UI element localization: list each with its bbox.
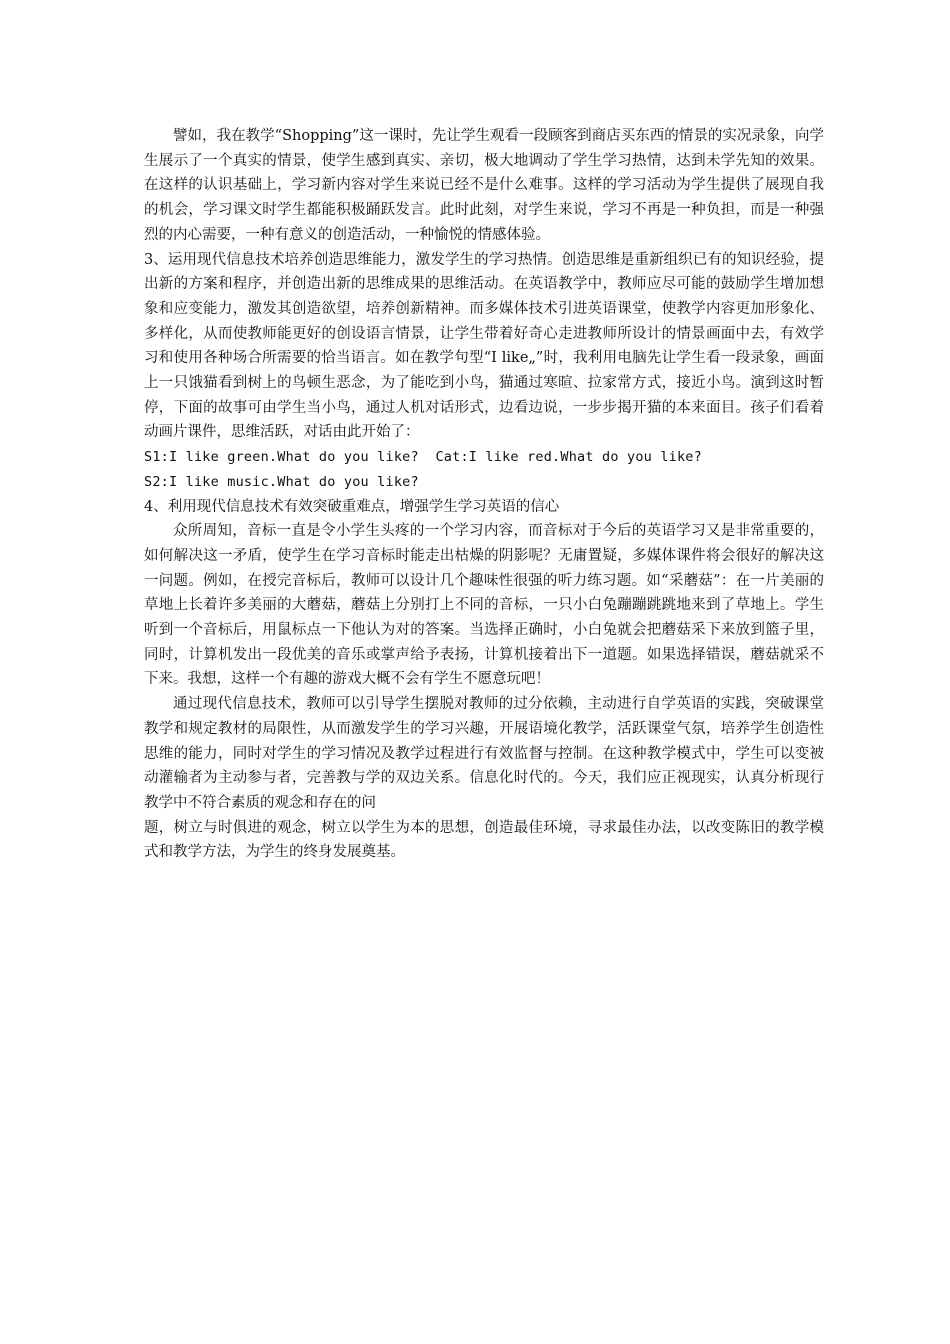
paragraph-shopping-example: 譬如，我在教学“Shopping”这一课时，先让学生观看一段顾客到商店买东西的情景的实况录象，向学生展示了一个真实的情景，使学生感到真实、亲切，极大地调动了学生学习热情，达到未学先知的效果。在这样的认识基础上，学习新内容对学生来说已经不是什么难事。这样的学习活动为学生提供了展现自我的机会，学习课文时学生都能积极踊跃发言。此时此刻，对学生来说，学习不再是一种负担，而是一种强烈的内心需要，一种有意义的创造活动，一种愉悦的情感体验。 bbox=[144, 128, 824, 243]
paragraph-conclusion: 通过现代信息技术，教师可以引导学生摆脱对教师的过分依赖，主动进行自学英语的实践，突破课堂教学和规定教材的局限性，从而激发学生的学习兴趣，开展语境化教学，活跃课堂气氛，培养学生创造性思维的能力，同时对学生的学习情况及教学过程进行有效监督与控制。在这种教学模式中，学生可以变被动灌输者为主动参与者，完善教与学的双边关系。信息化时代的。今天，我们应正视现实，认真分析现行教学中不符合素质的观念和存在的问 bbox=[144, 696, 824, 811]
paragraph-section-3: 3、运用现代信息技术培养创造思维能力，激发学生的学习热情。创造思维是重新组织已有的知识经验，提出新的方案和程序，并创造出新的思维成果的思维活动。在英语教学中，教师应尽可能的鼓励学生增加想象和应变能力，激发其创造欲望，培养创新精神。而多媒体技术引进英语课堂，使教学内容更加形象化、多样化，从而使教师能更好的创设语言情景，让学生带着好奇心走进教师所设计的情景画面中去，有效学习和使用各种场合所需要的恰当语言。如在教学句型“I like„”时，我利用电脑先让学生看一段录象，画面上一只饿猫看到树上的鸟顿生恶念，为了能吃到小鸟，猫通过寒暄、拉家常方式，接近小鸟。演到这时暂停，下面的故事可由学生当小鸟，通过人机对话形式，边看边说，一步步揭开猫的本来面目。孩子们看着动画片课件，思维活跃，对话由此开始了： bbox=[144, 251, 824, 441]
document-body bbox=[144, 124, 824, 865]
dialogue-line-2: S2:I like music.What do you like? bbox=[144, 473, 419, 490]
dialogue-line-1: S1:I like green.What do you like? Cat:I like red.What do you like? bbox=[144, 449, 702, 466]
paragraph-conclusion-continued: 题，树立与时俱进的观念，树立以学生为本的思想，创造最佳环境，寻求最佳办法，以改变陈旧的教学模式和教学方法，为学生的终身发展奠基。 bbox=[144, 819, 824, 861]
paragraph-phonetics: 众所周知，音标一直是令小学生头疼的一个学习内容，而音标对于今后的英语学习又是非常重要的，如何解决这一矛盾，使学生在学习音标时能走出枯燥的阴影呢？无庸置疑，多媒体课件将会很好的解决这一问题。例如，在授完音标后，教师可以设计几个趣味性很强的听力练习题。如“采蘑菇”：在一片美丽的草地上长着许多美丽的大蘑菇，蘑菇上分别打上不同的音标，一只小白兔蹦蹦跳跳地来到了草地上。学生听到一个音标后，用鼠标点一下他认为对的答案。当选择正确时，小白兔就会把蘑菇采下来放到篮子里，同时，计算机发出一段优美的音乐或掌声给予表扬，计算机接着出下一道题。如果选择错误，蘑菇就采不下来。我想，这样一个有趣的游戏大概不会有学生不愿意玩吧！ bbox=[144, 523, 824, 688]
section-4-heading: 4、利用现代信息技术有效突破重难点，增强学生学习英语的信心 bbox=[144, 498, 560, 515]
